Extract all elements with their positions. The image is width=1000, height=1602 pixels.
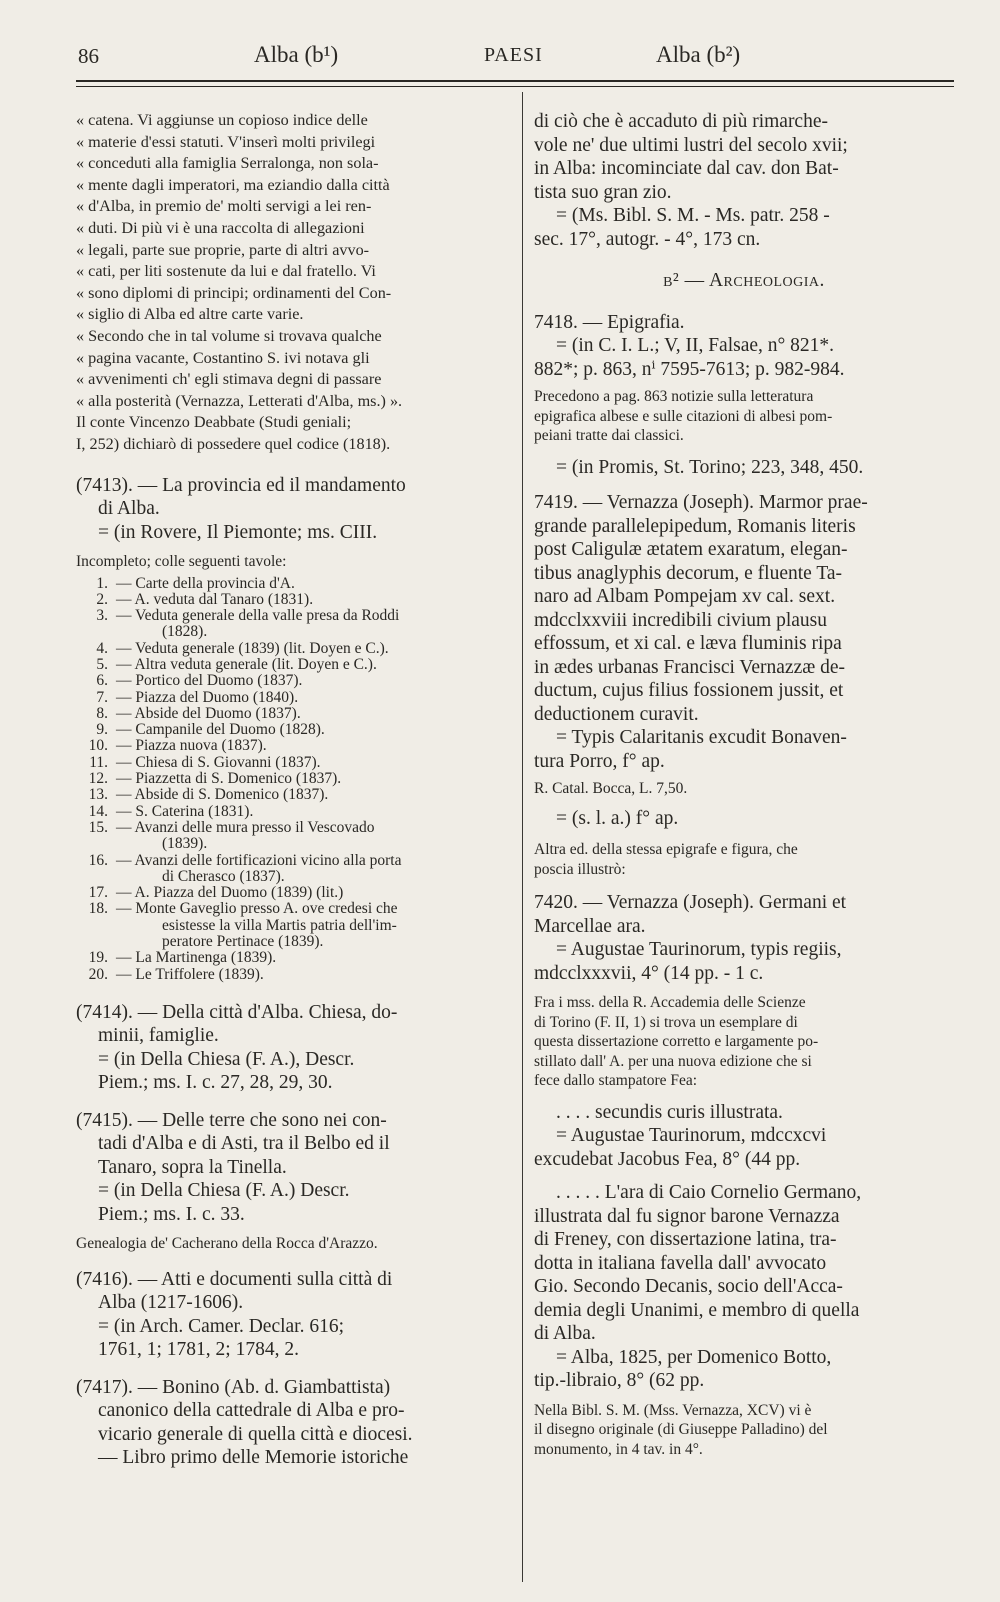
plate-item: 15. — Avanzi delle mura presso il Vescovado [88,818,375,836]
entry-reference: tura Porro, f° ap. [534,750,665,772]
plate-item: di Cherasco (1837). [162,867,285,885]
entry-note: Incompleto; colle seguenti tavole: [76,553,287,570]
quote-line: « mente dagli imperatori, ma eziandio dalla città [76,175,390,194]
plate-item: 2. — A. veduta dal Tanaro (1831). [96,590,314,608]
entry-reference: = (in Arch. Camer. Declar. 616; [98,1315,345,1337]
quote-line: « Secondo che in tal volume si trovava qualche [76,326,382,345]
entry-note: Genealogia de' Cacherano della Rocca d'Arazzo. [76,1235,378,1253]
plate-item: 7. — Piazza del Duomo (1840). [96,688,299,706]
entry-reference: 1761, 1; 1781, 2; 1784, 2. [98,1339,299,1361]
entry-reference: mdcclxxxvii, 4° (14 pp. - 1 c. [534,962,764,984]
entry-line: di ciò che è accaduto di più rimarche- [534,111,828,132]
entry-note: fece dallo stampatore Fea: [534,1072,698,1089]
entry-note: Precedono a pag. 863 notizie sulla letteratura [534,388,814,405]
plate-item: 1. — Carte della provincia d'A. [96,574,295,592]
entry-note: Fra i mss. della R. Accademia delle Scienze [534,994,806,1011]
section-heading: b² — Archeologia. [663,270,825,291]
plate-item: 12. — Piazzetta di S. Domenico (1837). [88,770,342,788]
entry-line: tista suo gran zio. [534,181,672,203]
plate-item: 5. — Altra veduta generale (lit. Doyen e C.). [96,655,377,673]
entry-line: dotta in italiana favella dall' avvocato [534,1252,827,1274]
entry-line: Marcellae ara. [534,915,646,937]
entry-line: ductum, cujus filius fossionem jussit, et [534,680,844,701]
entry-note: stillato dall' A. per una nuova edizione che si [534,1052,812,1070]
quote-line: « sono diplomi di principi; ordinamenti del Con- [76,283,392,302]
entry-title: (7417). — Bonino (Ab. d. Giambattista) [76,1376,391,1398]
entry-line: Gio. Secondo Decanis, socio dell'Acca- [534,1276,843,1297]
plate-item: 9. — Campanile del Duomo (1828). [96,721,325,739]
plate-item: 4. — Veduta generale (1839) (lit. Doyen e C.). [96,639,389,657]
entry-line: illustrata dal fu signor barone Vernazza [534,1205,840,1227]
entry-reference: = (in Promis, St. Torino; 223, 348, 450. [556,456,864,478]
entry-title: (7413). — La provincia ed il mandamento [76,474,406,496]
catalog-price: R. Catal. Bocca, L. 7,50. [534,780,688,797]
entry-7414 [76,1001,506,1095]
entry-reference: excudebat Jacobus Fea, 8° (44 pp. [534,1148,801,1170]
plate-item: 19. — La Martinenga (1839). [88,949,277,967]
entry-line: demia degli Unanimi, e membro di quella [534,1299,860,1321]
entry-note: peiani tratte dai classici. [534,427,684,444]
entry-line: tibus anaglyphis decorum, e fluente Ta- [534,562,843,584]
entry-reference: = (in Della Chiesa (F. A.), Descr. [98,1048,355,1070]
entry-reference: 882*; p. 863, nⁱ 7595-7613; p. 982-984. [534,358,845,380]
edition-title: . . . . . L'ara di Caio Cornelio Germano, [556,1182,862,1203]
entry-reference: = (in C. I. L.; V, II, Falsae, n° 821*. [556,335,835,356]
entry-line: di Alba. [534,1323,596,1344]
entry-reference: = Alba, 1825, per Domenico Botto, [556,1346,832,1368]
entry-note: di Torino (F. II, 1) si trova un esemplare di [534,1013,798,1031]
entry-reference: = Typis Calaritanis excudit Bonaven- [556,727,847,748]
entry-reference: = (in Della Chiesa (F. A.) Descr. [98,1180,350,1202]
quote-line: « alla posterità (Vernazza, Letterati d'Alba, ms.) ». [76,391,403,410]
running-header [74,44,956,84]
plate-item: 3. — Veduta generale della valle presa da Roddi [96,607,400,625]
quote-line: « cati, per liti sostenute da lui e dal fratello. Vi [76,262,376,281]
quote-line: « avvenimenti ch' egli stimava degni di passare [76,370,382,389]
header-rule [76,80,954,82]
plate-item: 11. — Chiesa di S. Giovanni (1837). [89,753,321,771]
entry-7419 [534,491,954,879]
entry-note: epigrafica albese e sulle citazioni di albesi pom- [534,407,833,425]
entry-reference: = (s. l. a.) f° ap. [556,807,679,829]
entry-reference: = Augustae Taurinorum, typis regiis, [556,939,842,960]
entry-note: poscia illustrò: [534,860,626,878]
entry-line: deductionem curavit. [534,703,699,725]
page-number: 86 [78,44,99,68]
entry-line: Alba (1217-1606). [98,1292,244,1314]
entry-reference: Piem.; ms. I. c. 27, 28, 29, 30. [98,1072,333,1094]
entry-note: Altra ed. della stessa epigrafe e figura, che [534,841,798,858]
entry-title: 7419. — Vernazza (Joseph). Marmor prae- [534,492,868,513]
quote-line: I, 252) dichiarò di possedere quel codice (1818). [76,434,391,453]
quote-line: « pagina vacante, Costantino S. ivi notava gli [76,348,370,367]
entry-reference: = (in Rovere, Il Piemonte; ms. CIII. [98,521,378,543]
entry-line: canonico della cattedrale di Alba e pro- [98,1400,405,1422]
plate-item: 18. — Monte Gaveglio presso A. ove credesi che [88,900,398,918]
entry-title: (7415). — Delle terre che sono nei con- [76,1109,387,1131]
entry-title: (7416). — Atti e documenti sulla città di [76,1268,393,1290]
entry-line: Tanaro, sopra la Tinella. [98,1156,287,1178]
plate-item: 8. — Abside del Duomo (1837). [96,704,301,722]
quote-line: « duti. Di più vi è una raccolta di allegazioni [76,218,365,237]
plate-item: (1839). [162,835,208,853]
quote-line: Il conte Vincenzo Deabbate (Studi geniali; [76,413,352,432]
header-center: PAESI [484,44,543,66]
plate-item: 6. — Portico del Duomo (1837). [96,672,303,690]
plate-item: 13. — Abside di S. Domenico (1837). [88,786,329,804]
entry-line: grande parallelepipedum, Romanis literis [534,515,856,537]
header-rule-thin [76,86,954,87]
entry-line: in Alba: incominciate dal cav. don Bat- [534,158,839,179]
quote-line: « legali, parte sue proprie, parte di altri avvo- [76,240,370,259]
entry-note: questa dissertazione corretto e largamente po- [534,1033,819,1050]
plate-item: peratore Pertinace (1839). [162,933,324,951]
entry-note: Nella Bibl. S. M. (Mss. Vernazza, XCV) vi è [534,1401,812,1419]
plate-item: esistesse la villa Martis patria dell'im- [162,916,397,934]
left-column [76,110,506,1470]
entry-line: vicario generale di quella città e diocesi. [98,1423,413,1445]
entry-7416 [76,1268,506,1362]
quote-line: « siglio di Alba ed altre carte varie. [76,305,304,324]
entry-reference: = Augustae Taurinorum, mdccxcvi [556,1125,827,1146]
entry-line: post Caligulæ ætatem exaratum, elegan- [534,539,848,560]
entry-7417 [76,1376,506,1470]
entry-7417-continued [534,110,954,251]
entry-line: di Freney, con dissertazione latina, tra- [534,1229,837,1250]
entry-line: di Alba. [98,498,160,519]
entry-line: effossum, et xi cal. e læva fluminis ripa [534,633,842,654]
entry-title: (7414). — Della città d'Alba. Chiesa, do- [76,1001,398,1023]
quote-line: « d'Alba, in premio de' molti servigi a lei ren- [76,197,372,216]
quotation-block [76,110,506,456]
entry-7415 [76,1109,506,1254]
plate-item: 20. — Le Triffolere (1839). [88,965,264,983]
entry-line: tadi d'Alba e di Asti, tra il Belbo ed il [98,1133,390,1155]
entry-reference: = (Ms. Bibl. S. M. - Ms. patr. 258 - [556,205,830,226]
entry-title: 7418. — Epigrafia. [534,311,685,333]
entry-line: — Libro primo delle Memorie istoriche [98,1447,409,1469]
plate-list [76,576,506,983]
entry-line: minii, famiglie. [98,1025,219,1047]
plate-item: 10. — Piazza nuova (1837). [88,737,267,755]
plate-item: 14. — S. Caterina (1831). [88,802,254,820]
header-left: Alba (b¹) [254,42,339,67]
entry-line: mdcclxxviii incredibili civium plausu [534,609,827,631]
entry-line: naro ad Albam Pompejam xv cal. sext. [534,586,836,607]
entry-line: in ædes urbanas Francisci Vernazzæ de- [534,656,846,678]
entry-line: vole ne' due ultimi lustri del secolo xvii; [534,134,848,156]
entry-7413 [76,474,506,983]
entry-reference: tip.-libraio, 8° (62 pp. [534,1370,705,1391]
quote-line: « conceduti alla famiglia Serralonga, non sola- [76,154,379,173]
entry-reference: sec. 17°, autogr. - 4°, 173 cn. [534,228,761,250]
entry-reference: Piem.; ms. I. c. 33. [98,1203,245,1225]
entry-title: 7420. — Vernazza (Joseph). Germani et [534,892,847,913]
column-divider [522,92,523,1582]
entry-7418 [534,311,954,480]
quote-line: « materie d'essi statuti. V'inserì molti privilegi [76,132,376,151]
plate-item: 16. — Avanzi delle fortificazioni vicino alla porta [88,851,402,869]
right-column [534,110,954,1459]
quote-line: « catena. Vi aggiunse un copioso indice delle [76,111,368,129]
entry-note: monumento, in 4 tav. in 4°. [534,1440,703,1458]
entry-note: il disegno originale (di Giuseppe Palladino) del [534,1421,828,1438]
entry-7420 [534,891,954,1459]
plate-item: 17. — A. Piazza del Duomo (1839) (lit.) [88,884,344,902]
header-right: Alba (b²) [656,42,741,67]
plate-item: (1828). [162,623,208,641]
edition-title: . . . . secundis curis illustrata. [556,1101,783,1123]
